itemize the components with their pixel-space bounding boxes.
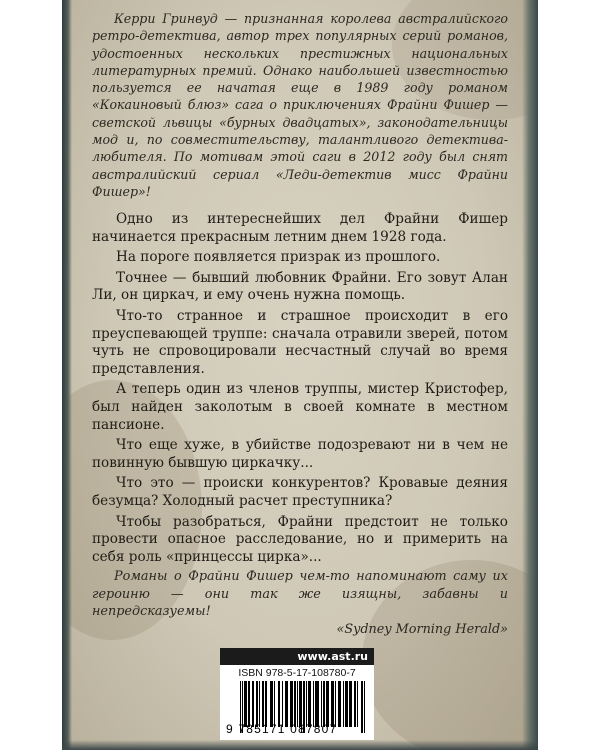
author-bio-text: Керри Гринвуд — признанная королева австралийского ретро-детектива, автор трех популярных серий романов, удостоенных нескольких престижных национальных литературных премий. Однако наибольшей известностью пользуется ее начатая еще в 1989 году романом «Кокаиновый блюз» сага о приключениях Фрайни Фишер — светской львицы «бурных двадцатых», законодательницы мод и, по совместительству, талантливого детектива-любителя. По мотивам этой саги в 2012 году был снят австралийский сериал «Леди-детектив мисс Фрайни Фишер»! — [92, 11, 508, 199]
barcode-icon — [240, 681, 366, 727]
review-text: Романы о Фрайни Фишер чем-то напоминают саму их героиню — они так же изящны, забавны и непредсказуемы! — [92, 569, 508, 619]
isbn-label: ISBN 978-5-17-108780-7 — [238, 667, 356, 679]
synopsis-paragraph: Что это — происки конкурентов? Кровавые деяния безумца? Холодный расчет преступника? — [92, 475, 508, 509]
synopsis-paragraph: Точнее — бывший любовник Фрайни. Его зовут Алан Ли, он циркач, и ему очень нужна помощь. — [92, 269, 508, 304]
synopsis-paragraph: А теперь один из членов труппы, мистер Кристофер, был найден заколотым в своей комнате в местном пансионе. — [92, 381, 508, 433]
barcode-digits: 9 785171 087807 — [226, 722, 338, 736]
author-bio — [92, 10, 508, 200]
cover-edge-right — [522, 0, 538, 750]
synopsis — [92, 211, 508, 569]
cover-edge-left — [62, 0, 72, 750]
synopsis-paragraph: На пороге появляется призрак из прошлого. — [116, 249, 441, 266]
review-quote — [92, 568, 508, 638]
synopsis-paragraph: Одно из интереснейших дел Фрайни Фишер начинается прекрасным летним днем 1928 года. — [92, 211, 508, 245]
cover-edge-bottom — [62, 740, 538, 750]
synopsis-paragraph: Чтобы разобраться, Фрайни предстоит не только провести опасное расследование, но и примерить на себя роль «принцессы цирка»... — [92, 513, 508, 565]
synopsis-paragraph: Что-то странное и страшное происходит в его преуспевающей труппе: сначала отравили зверей, потом чуть не спровоцировали несчастный случай во время представления. — [92, 307, 508, 377]
publisher-url: www.ast.ru — [220, 648, 374, 665]
synopsis-paragraph: Что еще хуже, в убийстве подозревают ни в чем не повинную бывшую циркачку... — [92, 437, 508, 471]
review-source: «Sydney Morning Herald» — [336, 621, 508, 637]
